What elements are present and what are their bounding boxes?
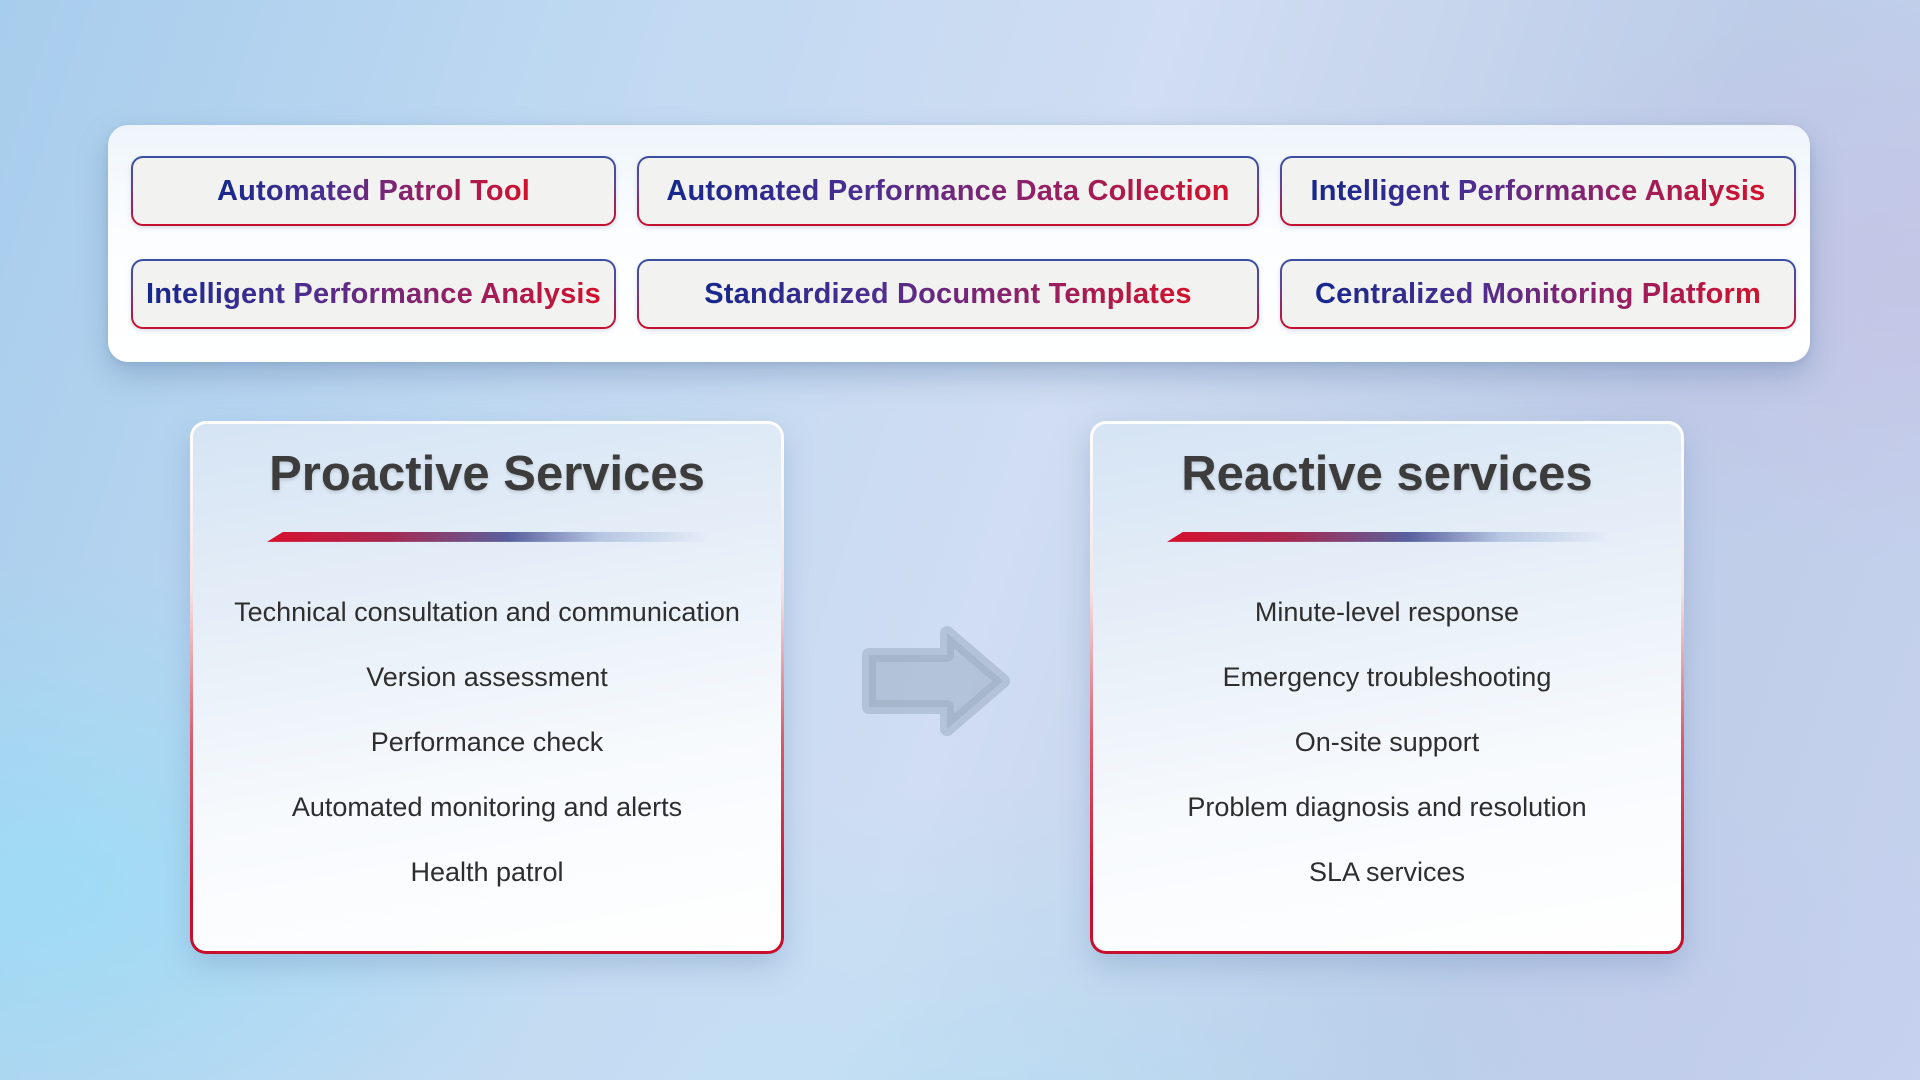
list-item: Automated monitoring and alerts [291, 791, 683, 822]
list-item: On-site support [1294, 726, 1480, 757]
pill-label: Automated Patrol Tool [217, 174, 530, 207]
pill-surface [639, 158, 1257, 224]
pill-surface [133, 158, 614, 224]
proactive-service-list [193, 596, 781, 888]
list-item: Minute-level response [1254, 596, 1520, 627]
list-item: Version assessment [366, 661, 608, 692]
list-item: Problem diagnosis and resolution [1187, 791, 1587, 822]
proactive-services-card [190, 421, 784, 954]
pill-surface [1282, 261, 1794, 327]
capability-pill-automated-patrol-tool [131, 156, 616, 226]
capability-pill-performance-data-collection [637, 156, 1259, 226]
capability-pill-intelligent-performance-analysis-1 [1280, 156, 1796, 226]
pill-surface [639, 261, 1257, 327]
list-item: Emergency troubleshooting [1222, 661, 1552, 692]
card-title: Reactive services [1181, 447, 1593, 501]
pill-surface [1282, 158, 1794, 224]
capability-pill-centralized-monitoring-platform [1280, 259, 1796, 329]
right-arrow-icon [855, 608, 1015, 754]
list-item: Technical consultation and communication [234, 596, 740, 627]
pill-surface [133, 261, 614, 327]
title-underline [1167, 532, 1607, 542]
capabilities-panel [108, 125, 1810, 362]
pill-label: Intelligent Performance Analysis [1310, 174, 1766, 207]
reactive-service-list [1093, 596, 1681, 888]
list-item: Performance check [370, 726, 604, 757]
pill-label: Centralized Monitoring Platform [1314, 277, 1762, 310]
pill-label: Intelligent Performance Analysis [146, 277, 601, 310]
list-item: Health patrol [410, 856, 564, 887]
capability-pill-intelligent-performance-analysis-2 [131, 259, 616, 329]
card-surface [193, 424, 781, 951]
card-surface [1093, 424, 1681, 951]
capability-pill-standardized-document-templates [637, 259, 1259, 329]
title-underline [267, 532, 707, 542]
pill-label: Standardized Document Templates [704, 277, 1192, 310]
pill-label: Automated Performance Data Collection [666, 174, 1230, 207]
card-title: Proactive Services [269, 447, 705, 501]
reactive-services-card [1090, 421, 1684, 954]
list-item: SLA services [1308, 856, 1466, 887]
